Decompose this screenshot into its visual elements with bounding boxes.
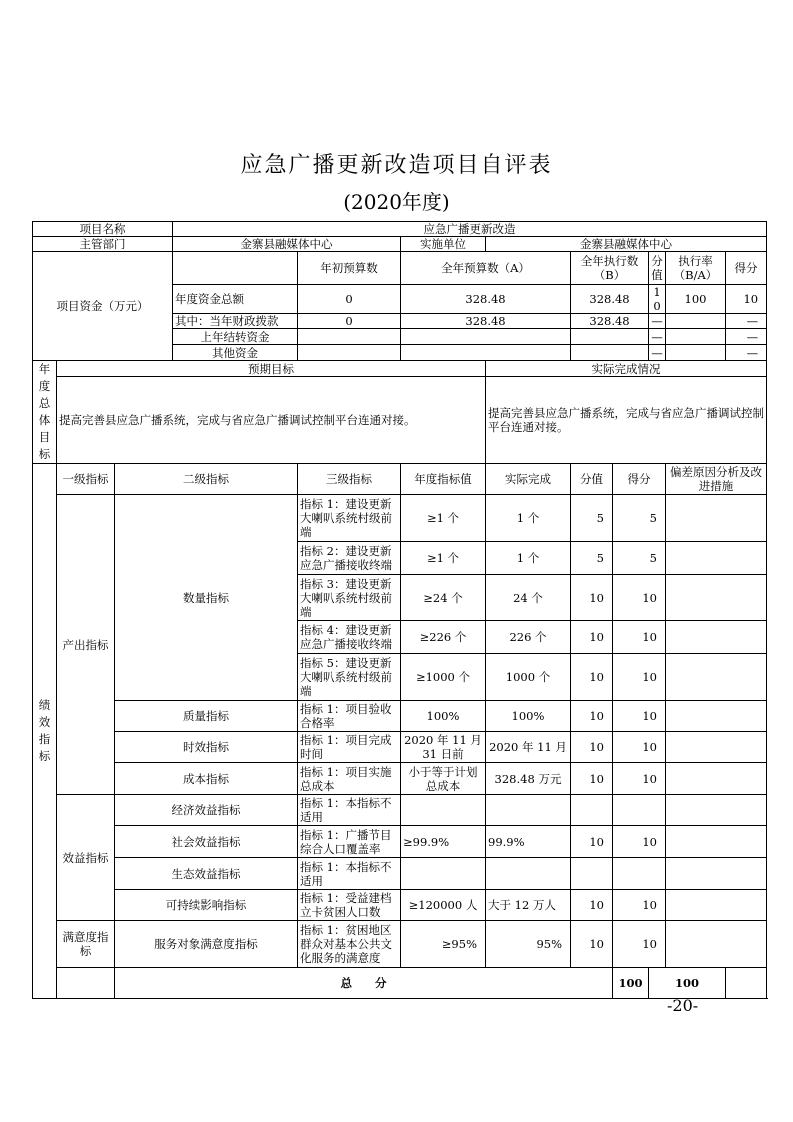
funds-rate: 100 [666, 285, 726, 314]
funds-executed: 328.48 [571, 314, 649, 329]
funds-header-initial: 年初预算数 [298, 252, 401, 285]
perf-notes [666, 795, 767, 826]
perf-l3: 指标 1：项目实施总成本 [298, 763, 401, 795]
perf-header-got: 得分 [613, 464, 666, 495]
table-row [33, 732, 767, 763]
table-row [33, 495, 767, 542]
perf-actual: 328.48 万元 [486, 763, 571, 795]
table-row [33, 763, 767, 795]
table-row [33, 701, 767, 732]
goal-actual: 提高完善县应急广播系统，完成与省应急广播调试控制平台连通对接。 [486, 377, 767, 464]
perf-notes [666, 826, 767, 858]
perf-l3: 指标 1：项目完成时间 [298, 732, 401, 763]
perf-actual: 大于 12 万人 [486, 890, 571, 921]
total-row [33, 968, 767, 999]
project-name-row [33, 222, 767, 237]
funds-got: — [726, 329, 767, 345]
perf-actual [486, 858, 571, 890]
perf-l2: 质量指标 [115, 701, 298, 732]
perf-notes [666, 701, 767, 732]
perf-l3: 指标 4：建设更新应急广播接收终端 [298, 621, 401, 654]
funds-header-row [33, 252, 767, 285]
perf-actual: 1000 个 [486, 654, 571, 701]
perf-score: 10 [571, 621, 613, 654]
perf-score: 10 [571, 732, 613, 763]
perf-actual: 1 个 [486, 495, 571, 542]
perf-target [401, 858, 486, 890]
perf-notes [666, 763, 767, 795]
goal-header-row [33, 361, 767, 377]
funds-initial [298, 329, 401, 345]
perf-target: ≥95% [401, 921, 486, 968]
perf-got: 10 [613, 701, 666, 732]
funds-got: — [726, 345, 767, 361]
perf-got: 10 [613, 575, 666, 621]
perf-header-l1: 一级指标 [57, 464, 115, 495]
perf-score [571, 858, 613, 890]
perf-l3: 指标 5：建设更新大喇叭系统村级前端 [298, 654, 401, 701]
table-row [33, 826, 767, 858]
funds-rate [666, 329, 726, 345]
funds-got: 10 [726, 285, 767, 314]
perf-actual: 100% [486, 701, 571, 732]
goal-row [33, 377, 767, 464]
perf-score: 5 [571, 542, 613, 575]
dept-label: 主管部门 [33, 237, 173, 252]
perf-l3: 指标 3：建设更新大喇叭系统村级前端 [298, 575, 401, 621]
funds-row-label: 其中：当年财政拨款 [173, 314, 298, 329]
perf-l3: 指标 1：贫困地区群众对基本公共文化服务的满意度 [298, 921, 401, 968]
perf-got: 10 [613, 921, 666, 968]
perf-l1: 满意度指标 [57, 921, 115, 968]
impl-value: 金寨县融媒体中心 [486, 237, 767, 252]
total-notes [726, 968, 767, 999]
perf-l1: 产出指标 [57, 495, 115, 795]
perf-score: 10 [571, 921, 613, 968]
perf-l3: 指标 1：广播节目综合人口覆盖率 [298, 826, 401, 858]
funds-row-label: 其他资金 [173, 345, 298, 361]
funds-row-label: 上年结转资金 [173, 329, 298, 345]
perf-got: 5 [613, 542, 666, 575]
perf-header-target: 年度指标值 [401, 464, 486, 495]
perf-target: 2020 年 11 月 31 日前 [401, 732, 486, 763]
perf-l3: 指标 1：本指标不适用 [298, 858, 401, 890]
perf-got [613, 858, 666, 890]
perf-l2: 生态效益指标 [115, 858, 298, 890]
impl-label: 实施单位 [401, 237, 486, 252]
goal-expected: 提高完善县应急广播系统，完成与省应急广播调试控制平台连通对接。 [57, 377, 486, 464]
funds-header-executed: 全年执行数（B） [571, 252, 649, 285]
funds-rate [666, 345, 726, 361]
table-row [33, 795, 767, 826]
perf-l1: 效益指标 [57, 795, 115, 921]
perf-score: 5 [571, 495, 613, 542]
project-name-value: 应急广播更新改造 [173, 222, 767, 237]
perf-score: 10 [571, 654, 613, 701]
perf-l2: 可持续影响指标 [115, 890, 298, 921]
perf-got: 10 [613, 763, 666, 795]
perf-header-row [33, 464, 767, 495]
perf-target [401, 795, 486, 826]
perf-actual: 99.9% [486, 826, 571, 858]
perf-score: 10 [571, 763, 613, 795]
perf-notes [666, 858, 767, 890]
total-blank [57, 968, 115, 999]
funds-initial [298, 345, 401, 361]
dept-row [33, 237, 767, 252]
perf-actual: 95% [486, 921, 571, 968]
perf-got: 10 [613, 890, 666, 921]
total-label: 总 分 [115, 968, 613, 999]
funds-score: — [649, 314, 666, 329]
perf-notes [666, 575, 767, 621]
perf-target: ≥24 个 [401, 575, 486, 621]
perf-got: 10 [613, 621, 666, 654]
perf-score: 10 [571, 890, 613, 921]
funds-executed: 328.48 [571, 285, 649, 314]
perf-got: 10 [613, 654, 666, 701]
table-row [33, 890, 767, 921]
perf-l3: 指标 1：建设更新大喇叭系统村级前端 [298, 495, 401, 542]
perf-l2: 服务对象满意度指标 [115, 921, 298, 968]
evaluation-table [32, 221, 767, 999]
perf-l2: 数量指标 [115, 495, 298, 701]
perf-notes [666, 921, 767, 968]
total-score: 100 [613, 968, 649, 999]
table-row [33, 921, 767, 968]
goal-expected-label: 预期目标 [57, 361, 486, 377]
perf-score: 10 [571, 826, 613, 858]
perf-target: 小于等于计划总成本 [401, 763, 486, 795]
funds-annual [401, 329, 571, 345]
project-name-label: 项目名称 [33, 222, 173, 237]
perf-target: ≥1000 个 [401, 654, 486, 701]
page-number: -20- [667, 996, 699, 1015]
funds-score: — [649, 345, 666, 361]
perf-header-l3: 三级指标 [298, 464, 401, 495]
perf-header-score: 分值 [571, 464, 613, 495]
funds-label: 项目资金（万元） [33, 252, 173, 361]
perf-header-l2: 二级指标 [115, 464, 298, 495]
perf-label: 绩效指标 [33, 464, 57, 999]
perf-target: 100% [401, 701, 486, 732]
funds-rate [666, 314, 726, 329]
perf-notes [666, 654, 767, 701]
perf-got: 10 [613, 732, 666, 763]
perf-score: 10 [571, 701, 613, 732]
funds-executed [571, 329, 649, 345]
perf-got: 5 [613, 495, 666, 542]
table-row [33, 858, 767, 890]
perf-notes [666, 732, 767, 763]
perf-notes [666, 542, 767, 575]
perf-header-notes: 偏差原因分析及改进措施 [666, 464, 767, 495]
funds-header-annual: 全年预算数（A） [401, 252, 571, 285]
perf-actual: 226 个 [486, 621, 571, 654]
perf-l3: 指标 1：本指标不适用 [298, 795, 401, 826]
perf-l2: 时效指标 [115, 732, 298, 763]
funds-score: — [649, 329, 666, 345]
perf-score: 10 [571, 575, 613, 621]
funds-executed [571, 345, 649, 361]
goal-actual-label: 实际完成情况 [486, 361, 767, 377]
perf-l3: 指标 1：受益建档立卡贫困人口数 [298, 890, 401, 921]
funds-initial: 0 [298, 314, 401, 329]
perf-actual [486, 795, 571, 826]
funds-header-rate: 执行率（B/A） [666, 252, 726, 285]
funds-initial: 0 [298, 285, 401, 314]
perf-actual: 1 个 [486, 542, 571, 575]
perf-l3: 指标 1：项目验收合格率 [298, 701, 401, 732]
funds-row-label: 年度资金总额 [173, 285, 298, 314]
perf-l2: 成本指标 [115, 763, 298, 795]
perf-actual: 2020 年 11 月 [486, 732, 571, 763]
funds-annual: 328.48 [401, 285, 571, 314]
perf-target: ≥1 个 [401, 542, 486, 575]
perf-l3: 指标 2：建设更新应急广播接收终端 [298, 542, 401, 575]
perf-target: ≥120000 人 [401, 890, 486, 921]
perf-l2: 经济效益指标 [115, 795, 298, 826]
total-got: 100 [649, 968, 726, 999]
funds-score: 10 [649, 285, 666, 314]
goal-label: 年度总体目标 [33, 361, 57, 464]
dept-value: 金寨县融媒体中心 [173, 237, 401, 252]
page-title: 应急广播更新改造项目自评表 [240, 153, 553, 178]
funds-annual: 328.48 [401, 314, 571, 329]
perf-notes [666, 621, 767, 654]
perf-target: ≥226 个 [401, 621, 486, 654]
perf-target: ≥1 个 [401, 495, 486, 542]
perf-notes [666, 495, 767, 542]
funds-header-score: 分值 [649, 252, 666, 285]
funds-header-got: 得分 [726, 252, 767, 285]
perf-got: 10 [613, 826, 666, 858]
perf-l2: 社会效益指标 [115, 826, 298, 858]
perf-target: ≥99.9% [401, 826, 486, 858]
page-subtitle: (2020年度) [343, 190, 450, 214]
funds-got: — [726, 314, 767, 329]
perf-got [613, 795, 666, 826]
perf-notes [666, 890, 767, 921]
funds-annual [401, 345, 571, 361]
perf-header-actual: 实际完成 [486, 464, 571, 495]
perf-score [571, 795, 613, 826]
funds-header-blank [173, 252, 298, 285]
perf-actual: 24 个 [486, 575, 571, 621]
